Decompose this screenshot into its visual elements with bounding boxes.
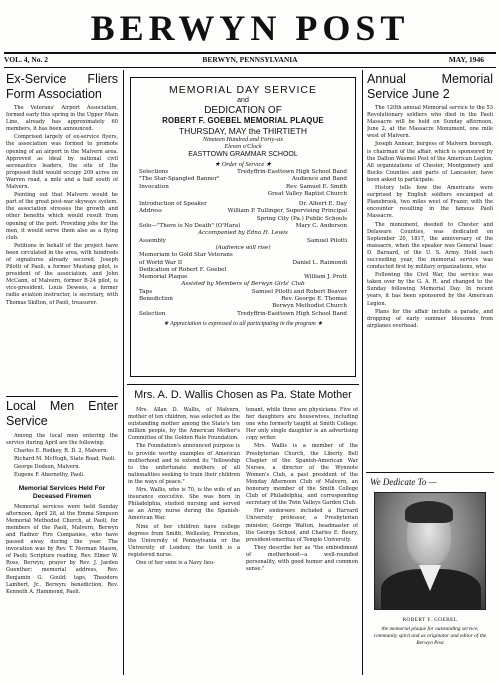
article-paragraph: Comprised largely of ex-service flyers, the association was formed to promote opening of an airport in the Malvern area. Approved as ideal by national civil aeronautics leaders, the site of the proposed field would occupy 209 acres on Warren road, a mile and a half south of Malvern. bbox=[6, 134, 118, 191]
program-row: of World War II Daniel L. Raimondi bbox=[139, 259, 347, 266]
program-row: Introduction of Speaker Dr. Albert E. Day bbox=[139, 201, 347, 208]
article-paragraph: Memorial services were held Sunday afternoon, April 28, at the Emma Simpson Memorial Methodist Church, at Paoli, for members of the Paoli, Malvern, Berwyn and Radnor Fire Companies, who have passed away during the year. The invocation was by Rev. T. Norman Mason, of Paoli; Scripture reading, Rev. Elmer W. Ross, Berwyn; prayer by Rev. J. Jarden Guenther; memorial address, Rev. Benjamin G. Gould; taps, Theodore Lambert, Jr., Berwyn; benediction, Rev. Kenneth A. Hammond, Paoli. bbox=[6, 503, 118, 595]
article-paragraph: Following the Civil War, the service was taken over by the G. A. R. and changed to the Sunday following Memorial Day. In recent years, it has been sponsored by the American Legion. bbox=[367, 272, 493, 307]
program-row: Taps Samuel Pilotti and Robert Beaver bbox=[139, 288, 347, 295]
article-paragraph: Petitions in behalf of the project have been circulated in the area, with hundreds of signatures already secured. Joseph Pilotti of Paoli, a former Mustang pilot, is president of the association, and John McCann, of Malvern, former B-24 pilot, is vice-president. Louis Dewees, a former radio aviation instructor, is secretary, with Thomas Skilton, of Paoli, treasurer. bbox=[6, 242, 118, 306]
enlistee-entry: Richard M. McHugh, State Road, Paoli. bbox=[14, 456, 116, 463]
photo-name: ROBERT F. GOEBEL bbox=[402, 617, 458, 623]
program-row: Memoriam to Gold Star Veterans bbox=[139, 252, 233, 259]
article-subheadline: Memorial Services Held For Deceased Firemen bbox=[18, 484, 106, 500]
program-footer: ★ Appreciation is expressed to all participating in the program ★ bbox=[163, 320, 323, 327]
article-local-men bbox=[6, 399, 118, 674]
article-ex-service-fliers bbox=[6, 72, 118, 392]
program-row: Benediction Rev. George E. Thomas bbox=[139, 296, 347, 303]
article-paragraph: The Veterans' Airport Association, formed early this spring in the Upper Main Line, already has approximately 60 members, it has been announced. bbox=[6, 105, 118, 133]
article-paragraph: Joseph Annear, burgess of Malvern borough, is chairman of the affair, which is sponsored by the Dalton Wasmel Post of the American Legion. All organizations of Chester, Montgomery and Bucks Counties and parts of Lancaster, have been asked to participate. bbox=[367, 141, 493, 183]
article-headline-wallis: Mrs. A. D. Wallis Chosen as Pa. State Mother bbox=[134, 389, 352, 401]
program-date: THURSDAY, MAY the THIRTIETH bbox=[178, 126, 307, 136]
program-row: Selections Tredyffrin-Easttown High School Band bbox=[139, 169, 347, 175]
article-paragraph: Mrs. Wallis, who is 70, is the wife of an insurance executive. She was born in Philadelphia, studied nursing and served as an Army nurse during the Spanish-American War. bbox=[128, 487, 240, 522]
section-divider bbox=[127, 384, 359, 385]
enlistee-entry: Charles E. Rodkey, R. D. 2, Malvern. bbox=[14, 448, 108, 455]
section-divider bbox=[6, 396, 118, 397]
article-paragraph: History tells how the Americans were surprised by English soldiers encamped at Planebrook, two miles west of Frazer, with the encounter resulting in the famous Paoli Massacre. bbox=[367, 185, 493, 220]
article-headline: Local Men Enter Service bbox=[6, 399, 118, 428]
article-paragraph: Her endorsers included a Harvard University professor, a Presbyterian minister, George Walton, headmaster of the George School, and Charles E. Beury, president-emeritus of Temple University. bbox=[246, 508, 358, 543]
article-wallis-col1 bbox=[128, 407, 240, 675]
article-headline: Ex-Service Fliers Form Association bbox=[6, 72, 118, 101]
article-paragraph: They describe her as "the embodiment of motherhood—a well-rounded personality, with good humor and common sense." bbox=[246, 544, 358, 573]
program-row: Memorial Plaque William J. Prott bbox=[139, 274, 347, 281]
article-paragraph: The Foundation's announced purpose is to provide worthy examples of American motherhood and to extend its "fellowship to the unfortunate mothers of all nationalities seeking to train their children in the ways of peace." bbox=[128, 443, 240, 485]
column-divider-left bbox=[123, 70, 124, 675]
program-row: Selection Tredyffrin-Easttown High School Band bbox=[139, 310, 347, 317]
column-divider-right bbox=[362, 70, 363, 675]
program-title: MEMORIAL DAY SERVICE bbox=[169, 84, 317, 96]
portrait-photo bbox=[374, 492, 486, 610]
program-year: Nineteen Hundred and Forty-six bbox=[202, 136, 284, 143]
masthead-rule-bottom bbox=[4, 67, 496, 68]
article-headline: Annual Memorial Service June 2 bbox=[367, 72, 493, 101]
program-row: Spring City (Pa.) Public Schools bbox=[256, 215, 347, 222]
program-order-heading: ★ Order of Service ★ bbox=[214, 161, 272, 168]
article-wallis-col2 bbox=[246, 407, 358, 675]
program-time: Eleven o'Clock bbox=[224, 143, 262, 150]
program-dedication: DEDICATION OF bbox=[204, 105, 282, 116]
program-note: (Audience will rise) bbox=[215, 244, 271, 251]
dedication-label: We Dedicate To — bbox=[370, 477, 437, 487]
article-paragraph: Nine of her children have college degrees from Smith, Wellesley, Princeton, the University of Pennsylvania or the University of London; the tenth is a registered nurse. bbox=[128, 523, 240, 558]
article-paragraph: Mrs. Allan D. Wallis, of Malvern, mother of ten children, was selected as the outstanding mother among the State's ten million people, by the American Mother's Committee of the Golden Rule Foundation. bbox=[128, 407, 240, 442]
program-row: Address William P. Tullinger, Supervising Principal bbox=[139, 208, 347, 215]
article-paragraph: Pointing out that Malvern would be part of the great post-war skyways system, the association stresses the growth and other benefits which would result from opening of the port. Providing jobs for the men, it would serve them also as a flying club. bbox=[6, 192, 118, 241]
program-plaque: ROBERT F. GOEBEL MEMORIAL PLAQUE bbox=[162, 116, 324, 125]
photo-caption: the memorial plaque for outstanding service, community spirit and as originator and editor of the Berwyn Post bbox=[373, 626, 487, 646]
issue-date: MAY, 1946 bbox=[448, 55, 484, 64]
program-row: Berwyn Methodist Church bbox=[272, 303, 347, 310]
program-and: and bbox=[237, 97, 249, 104]
program-row: "The Star-Spangled Banner" Audience and Band bbox=[139, 176, 347, 183]
article-paragraph: The monument, deeded to Chester and Delaware Counties, was dedicated on September 20, 1817, the anniversary of the massacre, when the speaker was General Isaac D. Barnard, of the U. S. Army. Held each succeeding year, the memorial service was conducted first by military organizations, who bbox=[367, 221, 493, 271]
program-row: Dedication of Robert F. Goebel bbox=[139, 266, 227, 273]
program-location: EASTTOWN GRAMMAR SCHOOL bbox=[188, 151, 298, 158]
article-paragraph: One of her sons is a Navy lieu- bbox=[136, 559, 215, 566]
enlistee-entry: Eugene F. Abernethy, Paoli. bbox=[14, 472, 85, 479]
portrait-hair bbox=[405, 501, 453, 523]
memorial-program-box bbox=[130, 77, 356, 377]
program-row: Invocation Rev. Samuel E. Smith bbox=[139, 183, 347, 190]
program-row: Assembly Samuel Pilotti bbox=[139, 237, 347, 244]
article-paragraph: Mrs. Wallis is a member of the Presbyterian Church, the Liberty Bell Chapter of the Spanish-American War Nurses, a director of the Wynnote Women's Club, a past president of the Monday Afternoon Club of Malvern, an honorary member of the Smith College Club of Philadelphia, and corresponding secretary of the Twin Valleys Garden Club. bbox=[246, 443, 358, 507]
article-paragraph: Plans for the affair include a parade, and dropping of early summer blossoms from airplanes overhead. bbox=[367, 308, 493, 329]
program-note: Accompanied by Edna H. Lewis bbox=[198, 230, 288, 237]
article-paragraph: tenant, while three are physicians. Five of her daughters are housewives, including one who formerly taught at Smith College. Her only single daughter is an advertising copy writer. bbox=[246, 407, 358, 442]
issue-volume: VOL. 4, No. 2 bbox=[4, 55, 49, 64]
program-row: Great Valley Baptist Church bbox=[267, 190, 347, 197]
enlistee-entry: George Dodson, Malvern. bbox=[14, 464, 81, 471]
article-annual-memorial bbox=[367, 72, 493, 470]
section-divider bbox=[366, 472, 494, 473]
article-paragraph: Among the local men entering the service during April are the following: bbox=[6, 433, 118, 447]
issue-place: BERWYN, PENNSYLVANIA bbox=[202, 55, 298, 64]
article-paragraph: The 120th annual Memorial service to the 53 Revolutionary soldiers who died in the Paoli Massacre will be held on Sunday afternoon, June 2, at the Massacre Monument, one mile west of Malvern. bbox=[367, 105, 493, 140]
program-row: Solo—"There is No Death" (O'Hara) Mary C. Anderson bbox=[139, 223, 347, 230]
dedication-photo-block bbox=[370, 477, 492, 670]
program-note: Assisted by Members of Berwyn Girls' Club bbox=[181, 281, 305, 288]
masthead-title: BERWYN POST bbox=[90, 8, 410, 48]
issue-meta-bar bbox=[4, 54, 496, 66]
